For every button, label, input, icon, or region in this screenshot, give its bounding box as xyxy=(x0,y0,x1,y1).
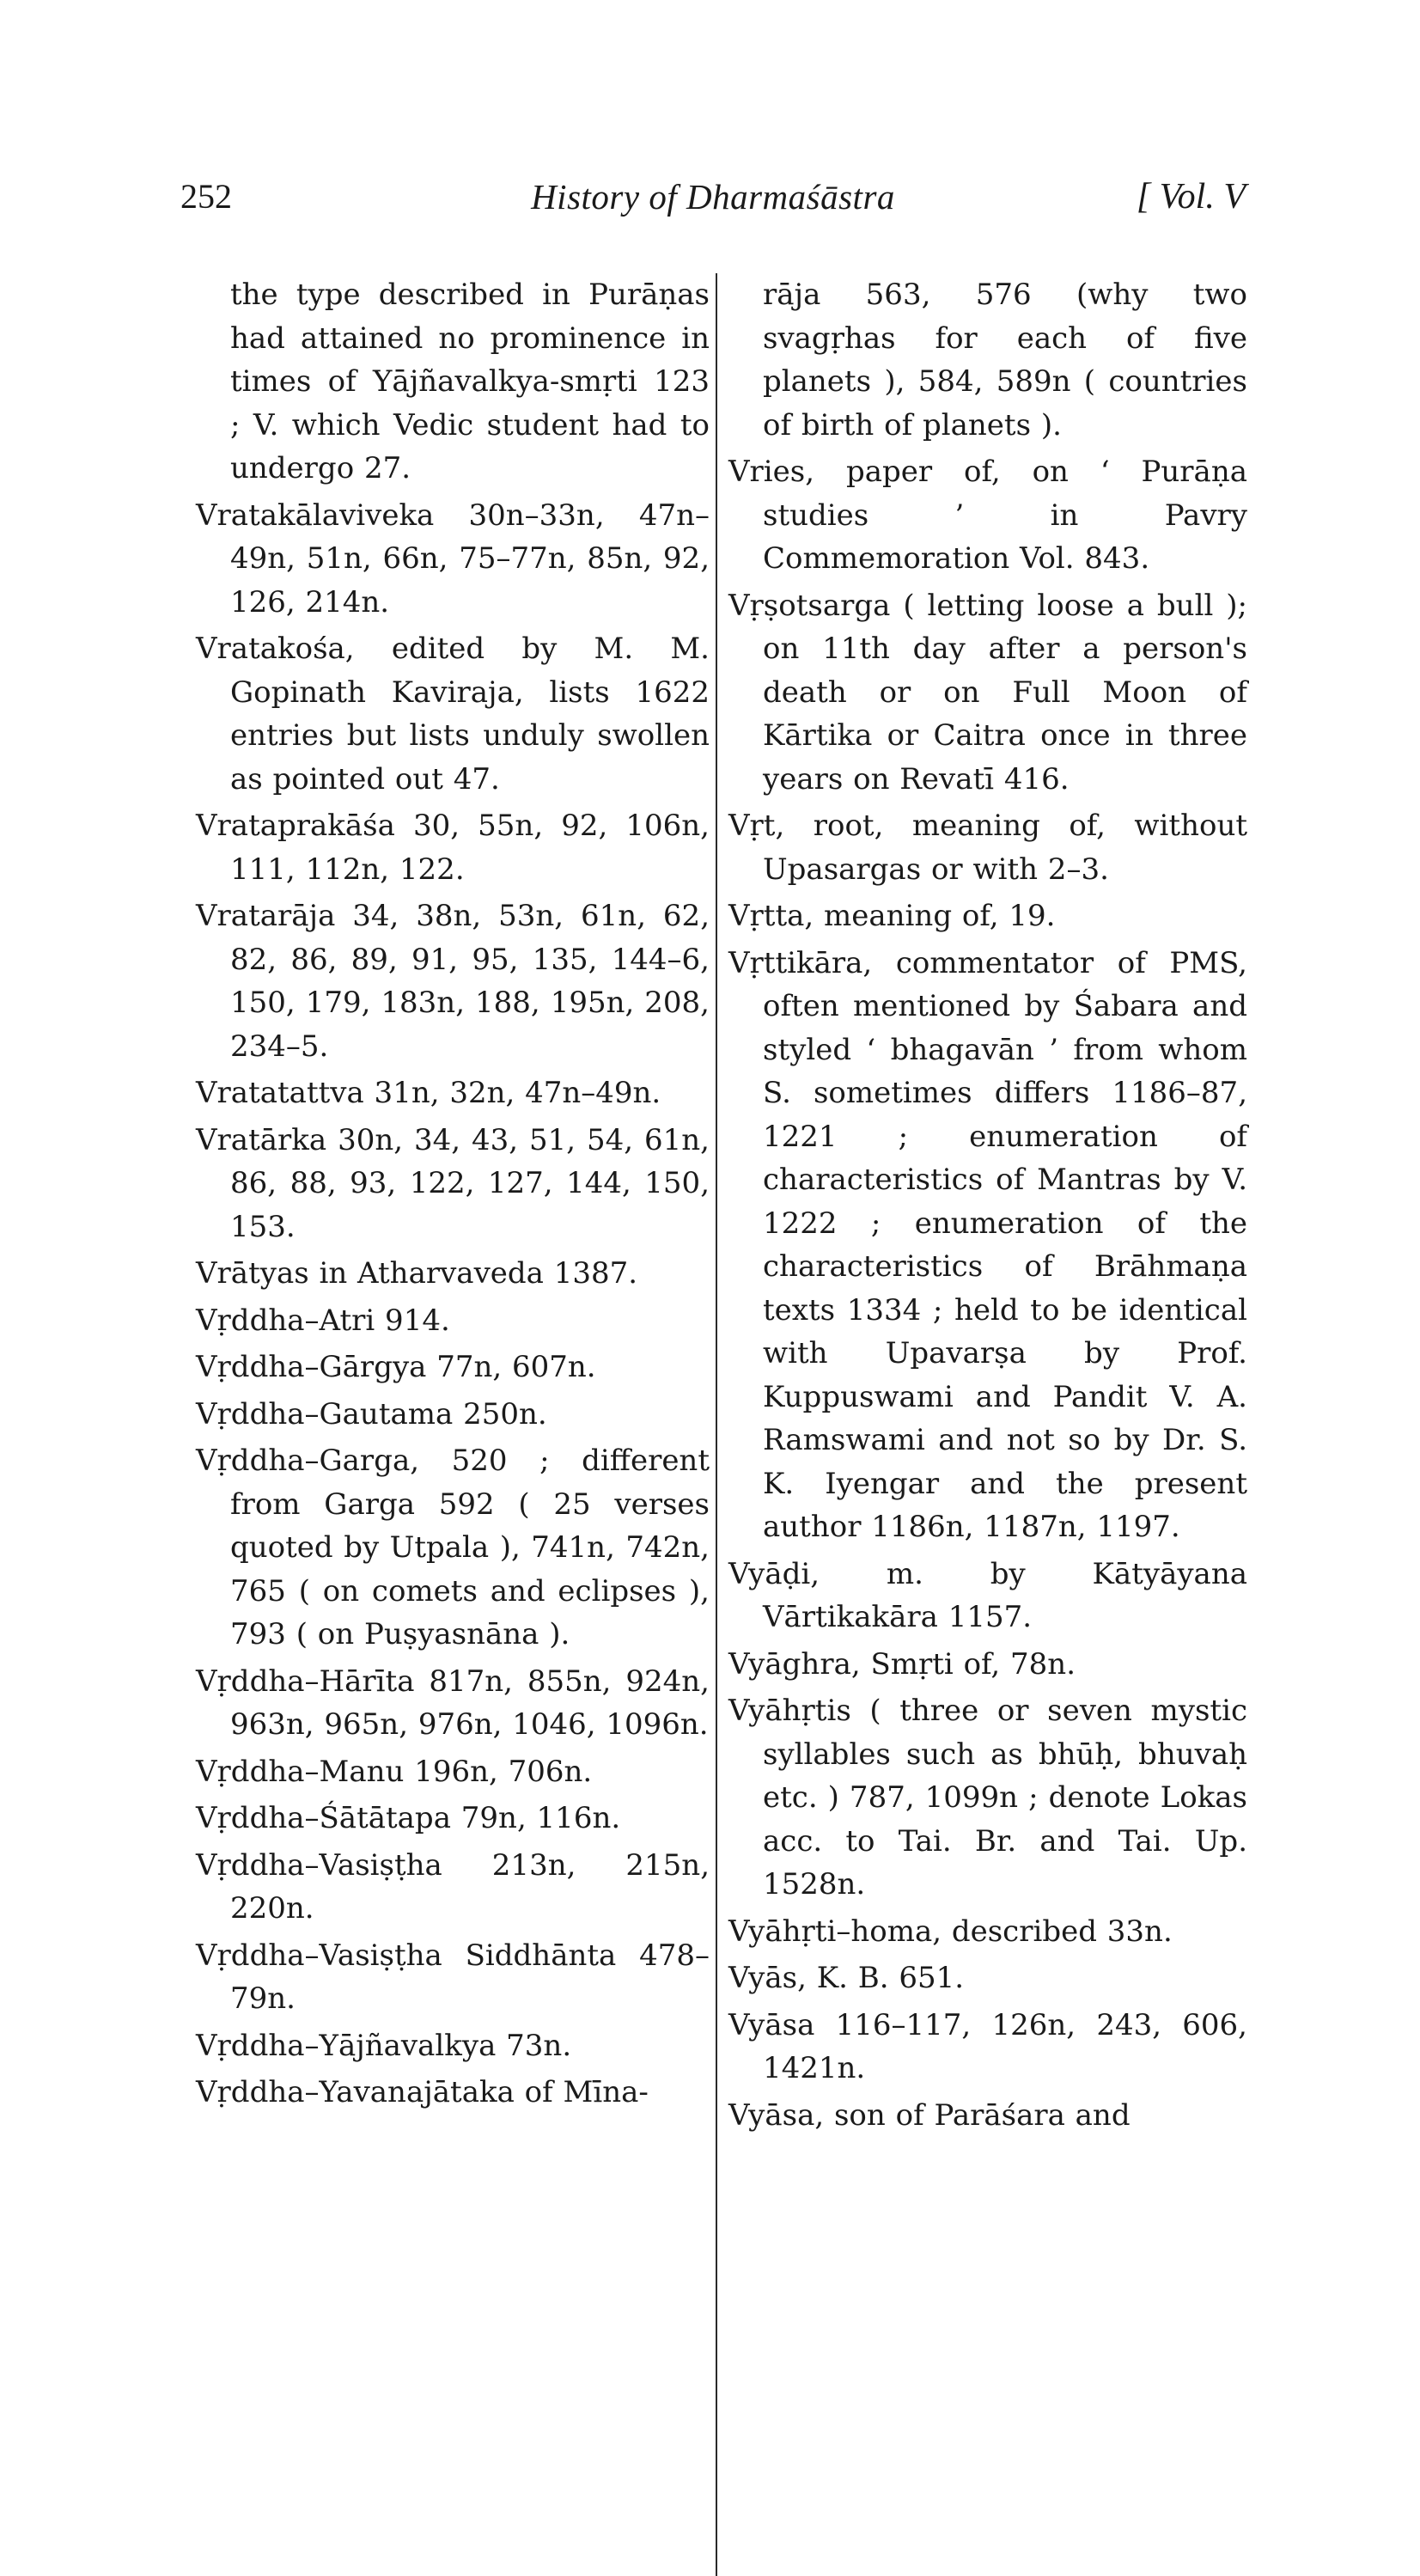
index-entry: Vyāghra, Smṛti of, 78n. xyxy=(728,1646,1076,1682)
page-header xyxy=(180,176,1246,228)
index-entry: Vṛddha–Hārīta 817n, 855n, 924n, 963n, 965n, 976n, 1046, 1096n. xyxy=(196,1663,710,1742)
index-entry: Vṛtta, meaning of, 19. xyxy=(728,899,1056,933)
index-entry: Vṛṣotsarga ( letting loose a bull ); on 11th day after a person's death or on Full Moon of Kārtika or Caitra once in three years on Revatī 416. xyxy=(728,588,1247,797)
index-entry: Vṛt, root, meaning of, without Upasargas or with 2–3. xyxy=(728,809,1247,887)
index-entry: Vratarāja 34, 38n, 53n, 61n, 62, 82, 86, 89, 91, 95, 135, 144–6, 150, 179, 183n, 188, 195n, 208, 234–5. xyxy=(196,899,710,1064)
right-column xyxy=(728,273,1247,2140)
index-entry: Vries, paper of, on ‘ Purāṇa studies ’ in Pavry Commemoration Vol. 843. xyxy=(728,455,1247,576)
column-divider xyxy=(716,273,717,2576)
index-entry: the type described in Purāṇas had attained no prominence in times of Yājñavalkya-smṛti 123 ; V. which Vedic student had to undergo 27. xyxy=(230,278,710,485)
index-entry: Vṛttikāra, commentator of PMS, often mentioned by Śabara and styled ‘ bhagavān ’ from whom S. sometimes differs 1186–87, 1221 ; enumeration of characteristics of Mantras by V. 1222 ; enumeration of the characteristics of Brāhmaṇa texts 1334 ; held to be identical with Upavarṣa by Prof. Kuppuswami and Pandit V. A. Ramswami and not so by Dr. S. K. Iyengar and the present author 1186n, 1187n, 1197. xyxy=(728,945,1247,1544)
index-entry: Vṛddha–Atri 914. xyxy=(196,1303,450,1338)
index-entry: Vyāsa 116–117, 126n, 243, 606, 1421n. xyxy=(728,2007,1247,2085)
index-entry: Vṛddha–Garga, 520 ; different from Garga 592 ( 25 verses quoted by Utpala ), 741n, 742n, 765 ( on comets and eclipses ), 793 ( on Puṣyasnāna ). xyxy=(196,1444,710,1651)
page-number: 252 xyxy=(180,177,232,216)
index-entry: Vṛddha–Vasiṣṭha Siddhānta 478–79n. xyxy=(196,1938,710,2016)
index-entry: Vṛddha–Śātātapa 79n, 116n. xyxy=(196,1801,621,1835)
index-entry: Vratakośa, edited by M. M. Gopinath Kaviraja, lists 1622 entries but lists unduly swollen as pointed out 47. xyxy=(196,632,710,797)
index-entry: Vṛddha–Vasiṣṭha 213n, 215n, 220n. xyxy=(196,1847,710,1926)
index-entry: Vrātyas in Atharvaveda 1387. xyxy=(196,1256,638,1291)
index-entry: Vyāsa, son of Parāśara and xyxy=(728,2097,1131,2133)
index-entry: Vyāhṛtis ( three or seven mystic syllables such as bhūḥ, bhuvaḥ etc. ) 787, 1099n ; denote Lokas acc. to Tai. Br. and Tai. Up. 1528n. xyxy=(728,1694,1247,1901)
index-entry: Vṛddha–Yājñavalkya 73n. xyxy=(196,2028,572,2063)
index-entry: Vṛddha–Gārgya 77n, 607n. xyxy=(196,1350,596,1384)
volume-marker: [ Vol. V xyxy=(1136,177,1246,217)
index-entry: Vṛddha–Manu 196n, 706n. xyxy=(196,1754,593,1789)
index-entry: Vratakālaviveka 30n–33n, 47n–49n, 51n, 66n, 75–77n, 85n, 92, 126, 214n. xyxy=(196,497,710,620)
running-title: History of Dharmaśāstra xyxy=(531,177,895,217)
index-entry: Vratārka 30n, 34, 43, 51, 54, 61n, 86, 88, 93, 122, 127, 144, 150, 153. xyxy=(196,1122,710,1244)
index-entry: Vratatattva 31n, 32n, 47n–49n. xyxy=(196,1076,661,1110)
index-entry: Vyāḍi, m. by Kātyāyana Vārtikakāra 1157. xyxy=(728,1556,1247,1634)
index-entry: Vrataprakāśa 30, 55n, 92, 106n, 111, 112n, 122. xyxy=(196,809,710,887)
left-column xyxy=(196,273,710,2118)
index-entry: Vṛddha–Gautama 250n. xyxy=(196,1396,547,1431)
index-entry: Vṛddha–Yavanajātaka of Mīna- xyxy=(196,2075,649,2109)
index-entry: Vyās, K. B. 651. xyxy=(728,1961,965,1995)
index-entry: rāja 563, 576 (why two svagṛhas for each of five planets ), 584, 589n ( countries of birth of planets ). xyxy=(763,278,1247,443)
index-entry: Vyāhṛti–homa, described 33n. xyxy=(728,1914,1173,1949)
